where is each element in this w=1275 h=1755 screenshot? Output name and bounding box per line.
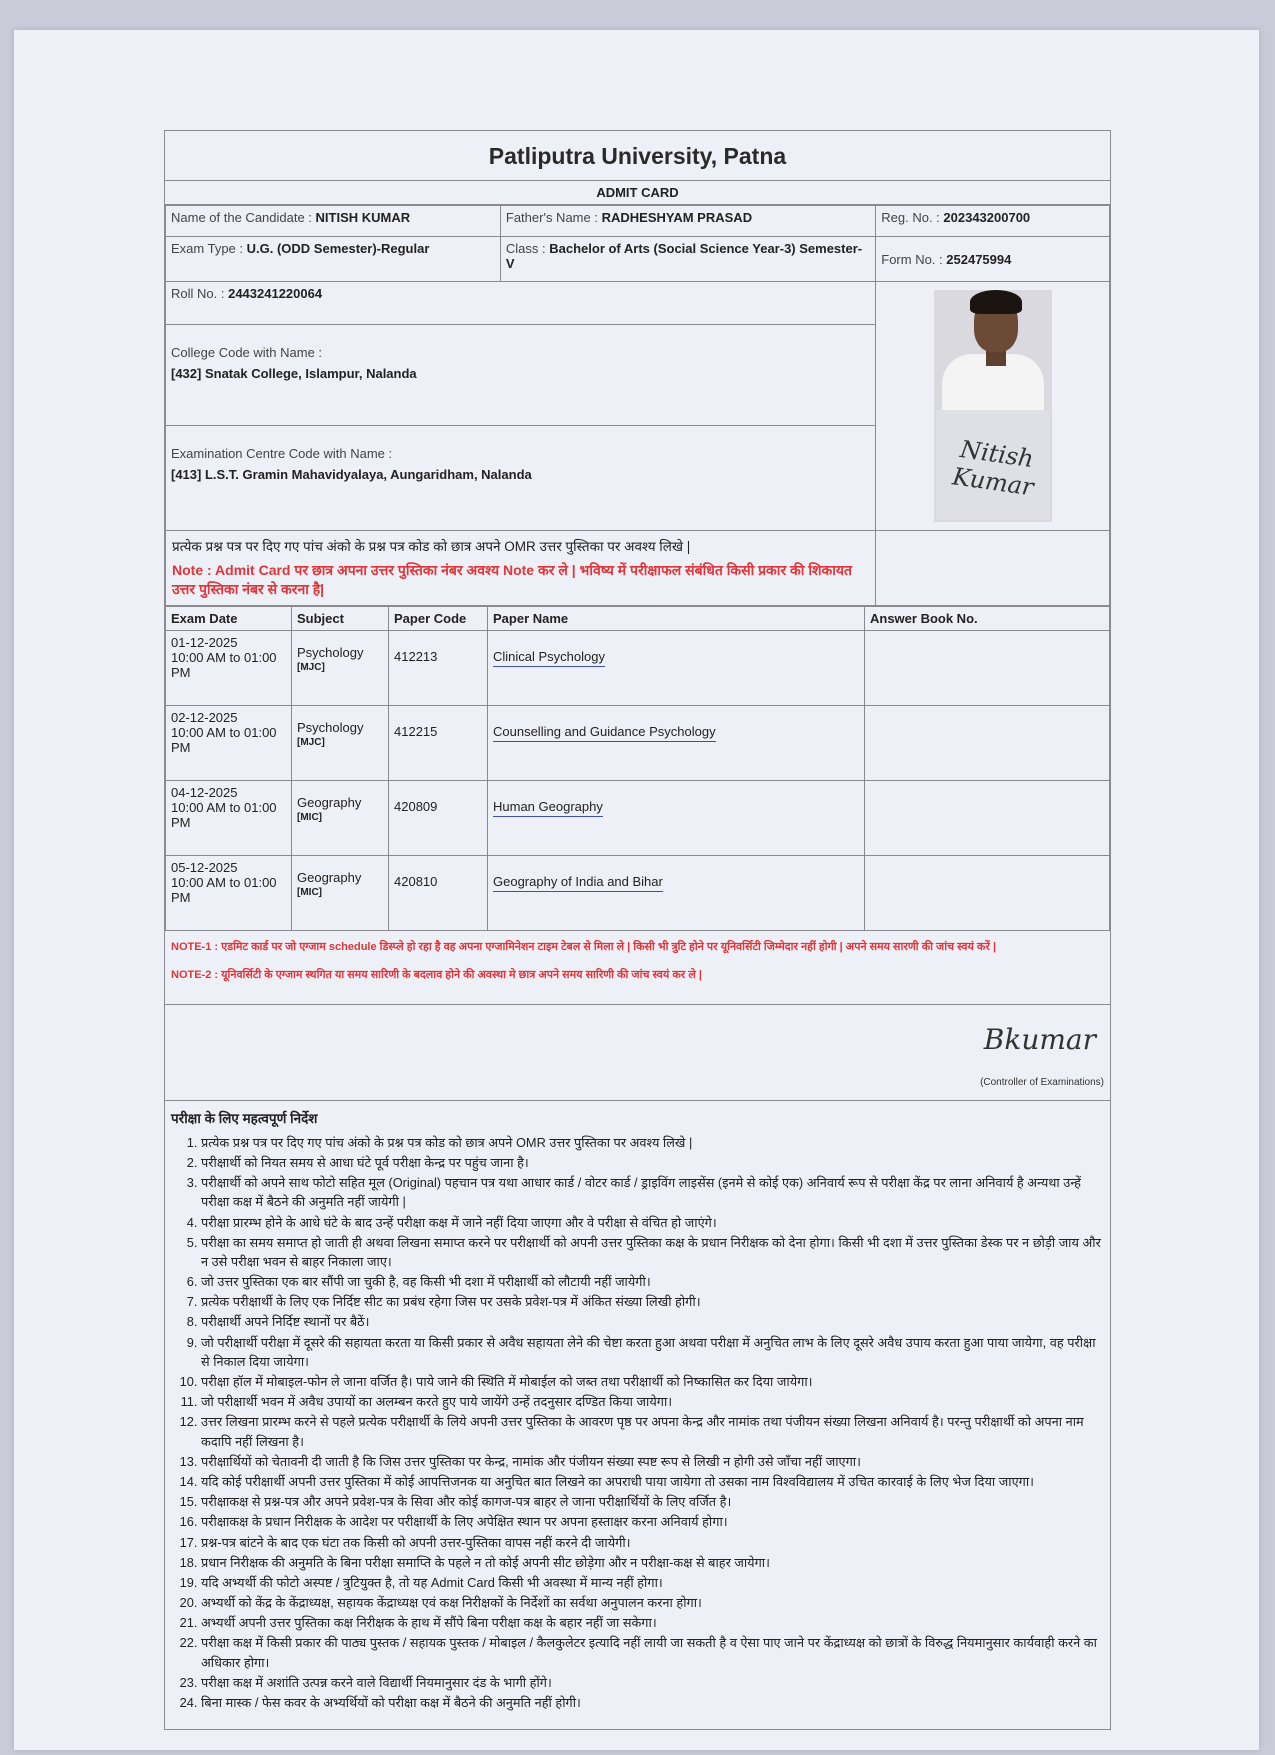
exam-date: 05-12-2025 bbox=[171, 859, 238, 875]
exam-date: 04-12-2025 bbox=[171, 784, 238, 800]
paper-name-cell bbox=[488, 630, 865, 705]
list-item: 17. प्रश्न-पत्र बांटने के बाद एक घंटा तक किसी को अपनी उत्तर-पुस्तिका वापस नहीं करने दी जायेगी। bbox=[201, 1533, 1104, 1552]
list-item: 1. प्रत्येक प्रश्न पत्र पर दिए गए पांच अंको के प्रश्न पत्र कोड को छात्र अपने OMR उत्तर पुस्तिका पर अवश्य लिखे | bbox=[201, 1133, 1104, 1152]
college-name: [432] Snatak College, Islampur, Nalanda bbox=[171, 366, 417, 381]
note-2: NOTE-2 : यूनिवर्सिटी के एग्जाम स्थगित या समय सारिणी के बदलाव होने की अवस्था मे छात्र अपने समय सारिणी की जांच स्वयं कर ले | bbox=[171, 969, 702, 982]
important-notes bbox=[165, 931, 1110, 1004]
roll-no-cell bbox=[166, 282, 876, 325]
empty-cell bbox=[876, 531, 1110, 606]
subject-tag: [MIC] bbox=[297, 811, 322, 823]
paper-name: Counselling and Guidance Psychology bbox=[493, 724, 716, 742]
list-item: 16. परीक्षाकक्ष के प्रधान निरीक्षक के आदेश पर परीक्षार्थी के लिए अपेक्षित स्थान पर अपना हस्ताक्षर करना अनिवार्य होगा। bbox=[201, 1512, 1104, 1531]
exam-time: 10:00 AM to 01:00 PM bbox=[171, 874, 277, 905]
list-item: 19. यदि अभ्यर्थी की फोटो अस्पष्ट / त्रुटियुक्त है, तो यह Admit Card किसी भी अवस्था में मान्य नहीं होगा। bbox=[201, 1573, 1104, 1592]
reg-no: 202343200700 bbox=[943, 210, 1031, 225]
college-label: College Code with Name : bbox=[171, 345, 323, 360]
candidate-photo bbox=[934, 290, 1052, 522]
exam-schedule-table bbox=[165, 606, 1110, 931]
instructions-list bbox=[171, 1133, 1104, 1712]
subject-cell bbox=[292, 705, 389, 780]
exam-date-cell bbox=[166, 855, 292, 930]
exam-type-label: Exam Type : bbox=[171, 241, 244, 256]
list-item: 12. उत्तर लिखना प्रारम्भ करने से पहले प्रत्येक परीक्षार्थी के लिये अपनी उत्तर पुस्तिका के आवरण पृष्ठ पर अपना केन्द्र और नामांक तथा पंजीयन संख्या लिखना अनिवार्य है। परन्तु परीक्षार्थी को अपना नाम कदापि नहीं लिखना है। bbox=[201, 1412, 1104, 1450]
list-item: 21. अभ्यर्थी अपनी उत्तर पुस्तिका कक्ष निरीक्षक के हाथ में सौंपे बिना परीक्षा कक्ष के बहार नहीं जा सकेगा। bbox=[201, 1613, 1104, 1632]
exam-date-cell bbox=[166, 705, 292, 780]
subject-tag: [MJC] bbox=[297, 661, 325, 673]
document-title: ADMIT CARD bbox=[165, 181, 1110, 205]
header-answer-book: Answer Book No. bbox=[865, 606, 1110, 630]
table-row bbox=[166, 855, 1110, 930]
paper-sheet bbox=[14, 30, 1259, 1750]
subject: Geography bbox=[297, 869, 362, 885]
roll-no-label: Roll No. : bbox=[171, 286, 225, 301]
candidate-name-label: Name of the Candidate : bbox=[171, 210, 312, 225]
controller-signature: Bkumar bbox=[983, 1022, 1096, 1056]
answer-book-no bbox=[865, 630, 1110, 705]
reg-no-cell bbox=[876, 206, 1110, 237]
controller-signature-area bbox=[165, 1004, 1110, 1100]
subject-tag: [MJC] bbox=[297, 736, 325, 748]
list-item: 4. परीक्षा प्रारम्भ होने के आधे घंटे के बाद उन्हें परीक्षा कक्ष में जाने नहीं दिया जाएगा और वे परीक्षा से वंचित हो जाएंगे। bbox=[201, 1213, 1104, 1232]
candidate-name-cell bbox=[166, 206, 501, 237]
roll-no: 2443241220064 bbox=[228, 286, 323, 301]
list-item: 23. परीक्षा कक्ष में अशांति उत्पन्न करने वाले विद्यार्थी नियमानुसार दंड के भागी होंगे। bbox=[201, 1673, 1104, 1692]
subject-cell bbox=[292, 630, 389, 705]
list-item: 8. परीक्षार्थी अपने निर्दिष्ट स्थानों पर बैठें। bbox=[201, 1312, 1104, 1331]
exam-date: 01-12-2025 bbox=[171, 634, 238, 650]
father-name-cell bbox=[500, 206, 875, 237]
exam-time: 10:00 AM to 01:00 PM bbox=[171, 724, 277, 755]
list-item: 24. बिना मास्क / फेस कवर के अभ्यर्थियों को परीक्षा कक्ष में बैठने की अनुमति नहीं होगी। bbox=[201, 1693, 1104, 1712]
paper-name-cell bbox=[488, 780, 865, 855]
header-exam-date: Exam Date bbox=[166, 606, 292, 630]
reg-no-label: Reg. No. : bbox=[881, 210, 940, 225]
notes-cell bbox=[166, 531, 876, 606]
class-label: Class : bbox=[505, 241, 546, 256]
exam-time: 10:00 AM to 01:00 PM bbox=[171, 649, 277, 680]
list-item: 7. प्रत्येक परीक्षार्थी के लिए एक निर्दिष्ट सीट का प्रबंध रहेगा जिस पर उसके प्रवेश-पत्र में अंकित संख्या लिखी होगी। bbox=[201, 1292, 1104, 1311]
centre-name: [413] L.S.T. Gramin Mahavidyalaya, Aungaridham, Nalanda bbox=[171, 467, 532, 482]
father-name: RADHESHYAM PRASAD bbox=[601, 210, 753, 225]
university-title: Patliputra University, Patna bbox=[165, 131, 1110, 181]
table-row bbox=[166, 630, 1110, 705]
paper-name-cell bbox=[488, 705, 865, 780]
father-name-label: Father's Name : bbox=[505, 210, 598, 225]
schedule-header-row bbox=[166, 606, 1110, 630]
paper-code: 420809 bbox=[389, 780, 488, 855]
list-item: 22. परीक्षा कक्ष में किसी प्रकार की पाठ्य पुस्तक / सहायक पुस्तक / मोबाइल / कैलकुलेटर इत्यादि नहीं लायी जा सकती है व ऐसा पाए जाने पर केंद्राध्यक्ष को छात्रों के विरुद्ध नियमानुसार कार्यवाही करने का अधिकार होगा। bbox=[201, 1633, 1104, 1671]
centre-cell bbox=[166, 426, 876, 531]
exam-date-cell bbox=[166, 630, 292, 705]
class-value: Bachelor of Arts (Social Science Year-3) Semester-V bbox=[505, 241, 863, 271]
list-item: 3. परीक्षार्थी को अपने साथ फोटो सहित मूल (Original) पहचान पत्र यथा आधार कार्ड / वोटर कार्ड / ड्राइविंग लाइसेंस (इनमे से कोई एक) अनिवार्य रूप से परीक्षा केंद्र पर लाना अनिवार्य है अन्यथा उन्हें परीक्षा कक्ष में बैठने की अनुमति नहीं जायेगी | bbox=[201, 1173, 1104, 1211]
exam-time: 10:00 AM to 01:00 PM bbox=[171, 799, 277, 830]
form-no-cell bbox=[876, 237, 1110, 282]
exam-date-cell bbox=[166, 780, 292, 855]
subject-tag: [MIC] bbox=[297, 886, 322, 898]
paper-name: Geography of India and Bihar bbox=[493, 874, 663, 892]
table-row bbox=[166, 705, 1110, 780]
list-item: 18. प्रधान निरीक्षक की अनुमति के बिना परीक्षा समाप्ति के पहले न तो कोई अपनी सीट छोड़ेगा और न परीक्षा-कक्ष से बाहर जायेगा। bbox=[201, 1553, 1104, 1572]
candidate-signature: Nitish Kumar bbox=[950, 435, 1036, 502]
subject: Psychology bbox=[297, 719, 364, 735]
subject-cell bbox=[292, 780, 389, 855]
list-item: 13. परीक्षार्थियों को चेतावनी दी जाती है कि जिस उत्तर पुस्तिका पर केन्द्र, नामांक और पंजीयन संख्या स्पष्ट रूप से लिखी न होगी उसे जाँचा नहीं जाएगा। bbox=[201, 1452, 1104, 1471]
centre-label: Examination Centre Code with Name : bbox=[171, 446, 393, 461]
answer-book-no bbox=[865, 780, 1110, 855]
exam-instructions bbox=[165, 1100, 1110, 1729]
admit-card bbox=[164, 130, 1111, 1730]
table-row bbox=[166, 780, 1110, 855]
form-no: 252475994 bbox=[946, 251, 1012, 267]
paper-name: Human Geography bbox=[493, 799, 603, 817]
form-no-label: Form No. : bbox=[881, 251, 943, 267]
list-item: 6. जो उत्तर पुस्तिका एक बार सौंपी जा चुकी है, वह किसी भी दशा में परीक्षार्थी को लौटायी नहीं जायेगी। bbox=[201, 1272, 1104, 1291]
list-item: 9. जो परीक्षार्थी परीक्षा में दूसरे की सहायता करता या किसी प्रकार से अवैध सहायता लेने की चेष्टा करता हुआ अथवा परीक्षा में अनुचित लाभ के लिए दूसरे अवैध उपाय करता हुआ पाया जायेगा, वह परीक्षा से निकाल दिया जायेगा। bbox=[201, 1333, 1104, 1371]
controller-label: (Controller of Examinations) bbox=[980, 1076, 1104, 1088]
paper-code: 412213 bbox=[389, 630, 488, 705]
college-cell bbox=[166, 325, 876, 426]
subject: Geography bbox=[297, 794, 362, 810]
answer-book-no bbox=[865, 855, 1110, 930]
header-subject: Subject bbox=[292, 606, 389, 630]
paper-code: 420810 bbox=[389, 855, 488, 930]
instructions-title: परीक्षा के लिए महत्वपूर्ण निर्देश bbox=[171, 1110, 318, 1126]
header-paper-code: Paper Code bbox=[389, 606, 488, 630]
list-item: 10. परीक्षा हॉल में मोबाइल-फोन ले जाना वर्जित है। पाये जाने की स्थिति में मोबाईल को जब्त तथा परीक्षार्थी को निष्कासित कर दिया जायेगा। bbox=[201, 1372, 1104, 1391]
list-item: 14. यदि कोई परीक्षार्थी अपनी उत्तर पुस्तिका में कोई आपत्तिजनक या अनुचित बात लिखने का अपराधी पाया जायेगा तो उसका नाम विश्वविद्यालय में उचित कारवाई के लिए भेज दिया जाएगा। bbox=[201, 1472, 1104, 1491]
answer-book-no bbox=[865, 705, 1110, 780]
paper-name: Clinical Psychology bbox=[493, 649, 605, 667]
candidate-info-table bbox=[165, 205, 1110, 606]
candidate-name: NITISH KUMAR bbox=[315, 210, 411, 225]
answer-book-note: Note : Admit Card पर छात्र अपना उत्तर पुस्तिका नंबर अवश्य Note कर ले | भविष्य में परीक्षाफल संबंधित किसी प्रकार की शिकायत उत्तर पुस्तिका नंबर से करना है| bbox=[172, 562, 852, 597]
exam-type-cell bbox=[166, 237, 501, 282]
list-item: 11. जो परीक्षार्थी भवन में अवैध उपायों का अलम्बन करते हुए पाये जायेंगे उन्हें तदनुसार दण्डित किया जायेगा। bbox=[201, 1392, 1104, 1411]
paper-name-cell bbox=[488, 855, 865, 930]
list-item: 5. परीक्षा का समय समाप्त हो जाती ही अथवा लिखना समाप्त करने पर परीक्षार्थी को अपनी उत्तर पुस्तिका कक्ष के प्रधान निरीक्षक को देना होगा। किसी भी दशा में उत्तर पुस्तिका डेस्क पर न छोड़ी जाय और न उसे परीक्षा भवन से बाहर निकाला जाए। bbox=[201, 1233, 1104, 1271]
list-item: 2. परीक्षार्थी को नियत समय से आधा घंटे पूर्व परीक्षा केन्द्र पर पहुंच जाना है। bbox=[201, 1153, 1104, 1172]
list-item: 15. परीक्षाकक्ष से प्रश्न-पत्र और अपने प्रवेश-पत्र के सिवा और कोई कागज-पत्र बाहर ले जाना परीक्षार्थियों के लिए वर्जित है। bbox=[201, 1492, 1104, 1511]
list-item: 20. अभ्यर्थी को केंद्र के केंद्राध्यक्ष, सहायक केंद्राध्यक्ष एवं कक्ष निरीक्षकों के निर्देशों का सर्वथा अनुपालन करना होगा। bbox=[201, 1593, 1104, 1612]
omr-code-note: प्रत्येक प्रश्न पत्र पर दिए गए पांच अंको के प्रश्न पत्र कोड को छात्र अपने OMR उत्तर पुस्तिका पर अवश्य लिखे | bbox=[172, 539, 691, 554]
exam-date: 02-12-2025 bbox=[171, 709, 238, 725]
photo-cell bbox=[876, 282, 1110, 531]
class-cell bbox=[500, 237, 875, 282]
subject-cell bbox=[292, 855, 389, 930]
subject: Psychology bbox=[297, 644, 364, 660]
paper-code: 412215 bbox=[389, 705, 488, 780]
exam-type: U.G. (ODD Semester)-Regular bbox=[246, 241, 430, 256]
header-paper-name: Paper Name bbox=[488, 606, 865, 630]
note-1: NOTE-1 : एडमिट कार्ड पर जो एग्जाम schedule डिस्प्ले हो रहा है वह अपना एग्जामिनेशन टाइम टेबल से मिला ले | किसी भी त्रुटि होने पर यूनिवर्सिटी जिम्मेदार नहीं होगी | अपने समय सारणी की जांच स्वयं करें | bbox=[171, 940, 997, 953]
